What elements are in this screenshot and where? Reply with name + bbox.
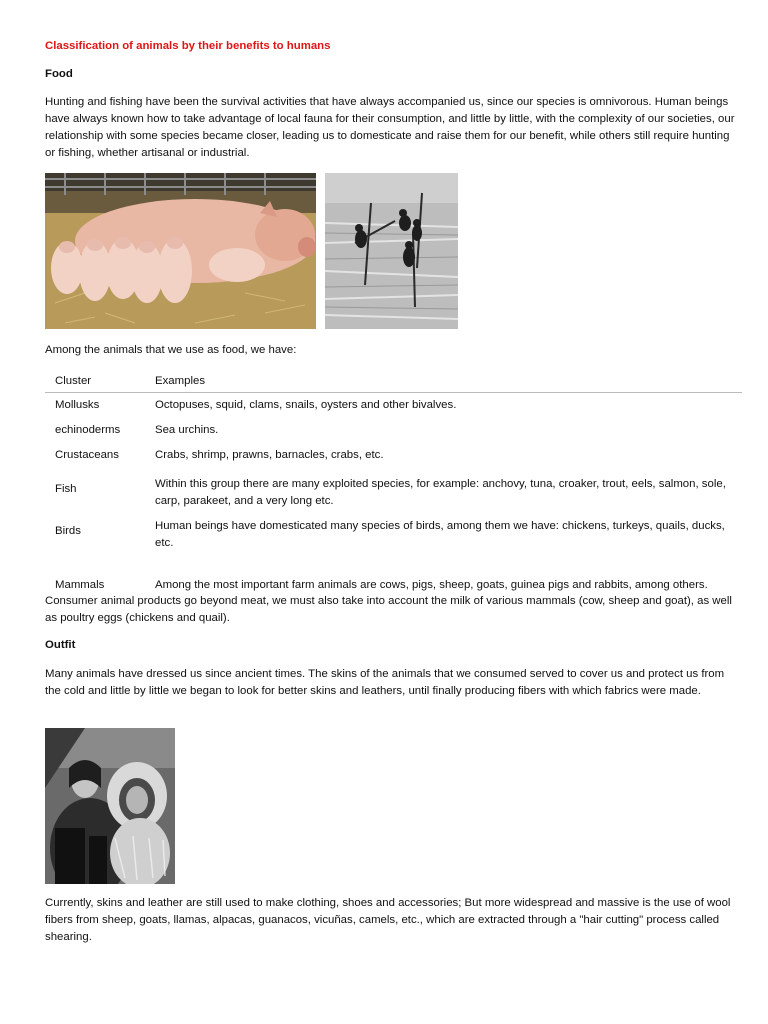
examples-cell: Within this group there are many exploited species, for example: anchovy, tuna, croaker, trout, eels, salmon, sole, carp, parakeet, and a very long etc. bbox=[155, 478, 726, 507]
cluster-cell: echinoderms bbox=[55, 424, 121, 436]
table-row bbox=[45, 510, 742, 552]
column-header-examples: Examples bbox=[145, 370, 742, 393]
table-row bbox=[45, 468, 742, 510]
cluster-cell: Mammals bbox=[55, 579, 105, 591]
table-header-row bbox=[45, 370, 742, 393]
table-row bbox=[45, 418, 742, 443]
table-row bbox=[45, 552, 742, 594]
stilt-fishermen-photo bbox=[325, 173, 458, 329]
examples-cell: Human beings have domesticated many species of birds, among them we have: chickens, turkeys, quails, ducks, etc. bbox=[155, 520, 725, 549]
outfit-heading: Outfit bbox=[45, 639, 76, 651]
fur-clothing-portrait-photo bbox=[45, 728, 175, 884]
examples-cell: Among the most important farm animals are cows, pigs, sheep, goats, guinea pigs and rabbits, among others. bbox=[155, 579, 708, 591]
cluster-cell: Mollusks bbox=[55, 399, 100, 411]
examples-cell: Sea urchins. bbox=[155, 424, 219, 436]
cluster-cell: Crustaceans bbox=[55, 449, 119, 461]
food-intro-paragraph: Hunting and fishing have been the survival activities that have always accompanied us, since our species is omnivorous. Human beings have always known how to take advantage of local fauna for their consumption, and little by little, with the complexity of our societies, our relationship with some species became closer, leading us to domesticate and raise them for our benefit, while others still require hunting or fishing, whether artisanal or industrial. bbox=[45, 96, 735, 159]
food-animals-table bbox=[45, 370, 742, 594]
column-header-cluster: Cluster bbox=[45, 370, 145, 393]
table-row bbox=[45, 443, 742, 468]
table-row bbox=[45, 393, 742, 419]
sow-piglets-photo bbox=[45, 173, 316, 329]
cluster-cell: Birds bbox=[55, 524, 81, 537]
cluster-cell: Fish bbox=[55, 482, 77, 495]
wool-fibers-paragraph: Currently, skins and leather are still used to make clothing, shoes and accessories; But more widespread and massive is the use of wool fibers from sheep, goats, llamas, alpacas, guanacos, vicuñas, camels, etc., which are extracted through a "hair cutting" process called shearing. bbox=[45, 897, 731, 943]
animal-products-paragraph: Consumer animal products go beyond meat, we must also take into account the milk of various mammals (cow, sheep and goat), as well as poultry eggs (chickens and quail). bbox=[45, 595, 732, 624]
food-heading: Food bbox=[45, 68, 73, 80]
document-title: Classification of animals by their benefits to humans bbox=[45, 40, 331, 52]
examples-cell: Octopuses, squid, clams, snails, oysters and other bivalves. bbox=[155, 399, 457, 411]
food-table-lead: Among the animals that we use as food, we have: bbox=[45, 344, 297, 356]
examples-cell: Crabs, shrimp, prawns, barnacles, crabs, etc. bbox=[155, 449, 384, 461]
outfit-intro-paragraph: Many animals have dressed us since ancient times. The skins of the animals that we consumed served to cover us and protect us from the cold and little by little we began to look for better skins and leathers, until finally producing fibers with which fabrics were made. bbox=[45, 668, 725, 697]
